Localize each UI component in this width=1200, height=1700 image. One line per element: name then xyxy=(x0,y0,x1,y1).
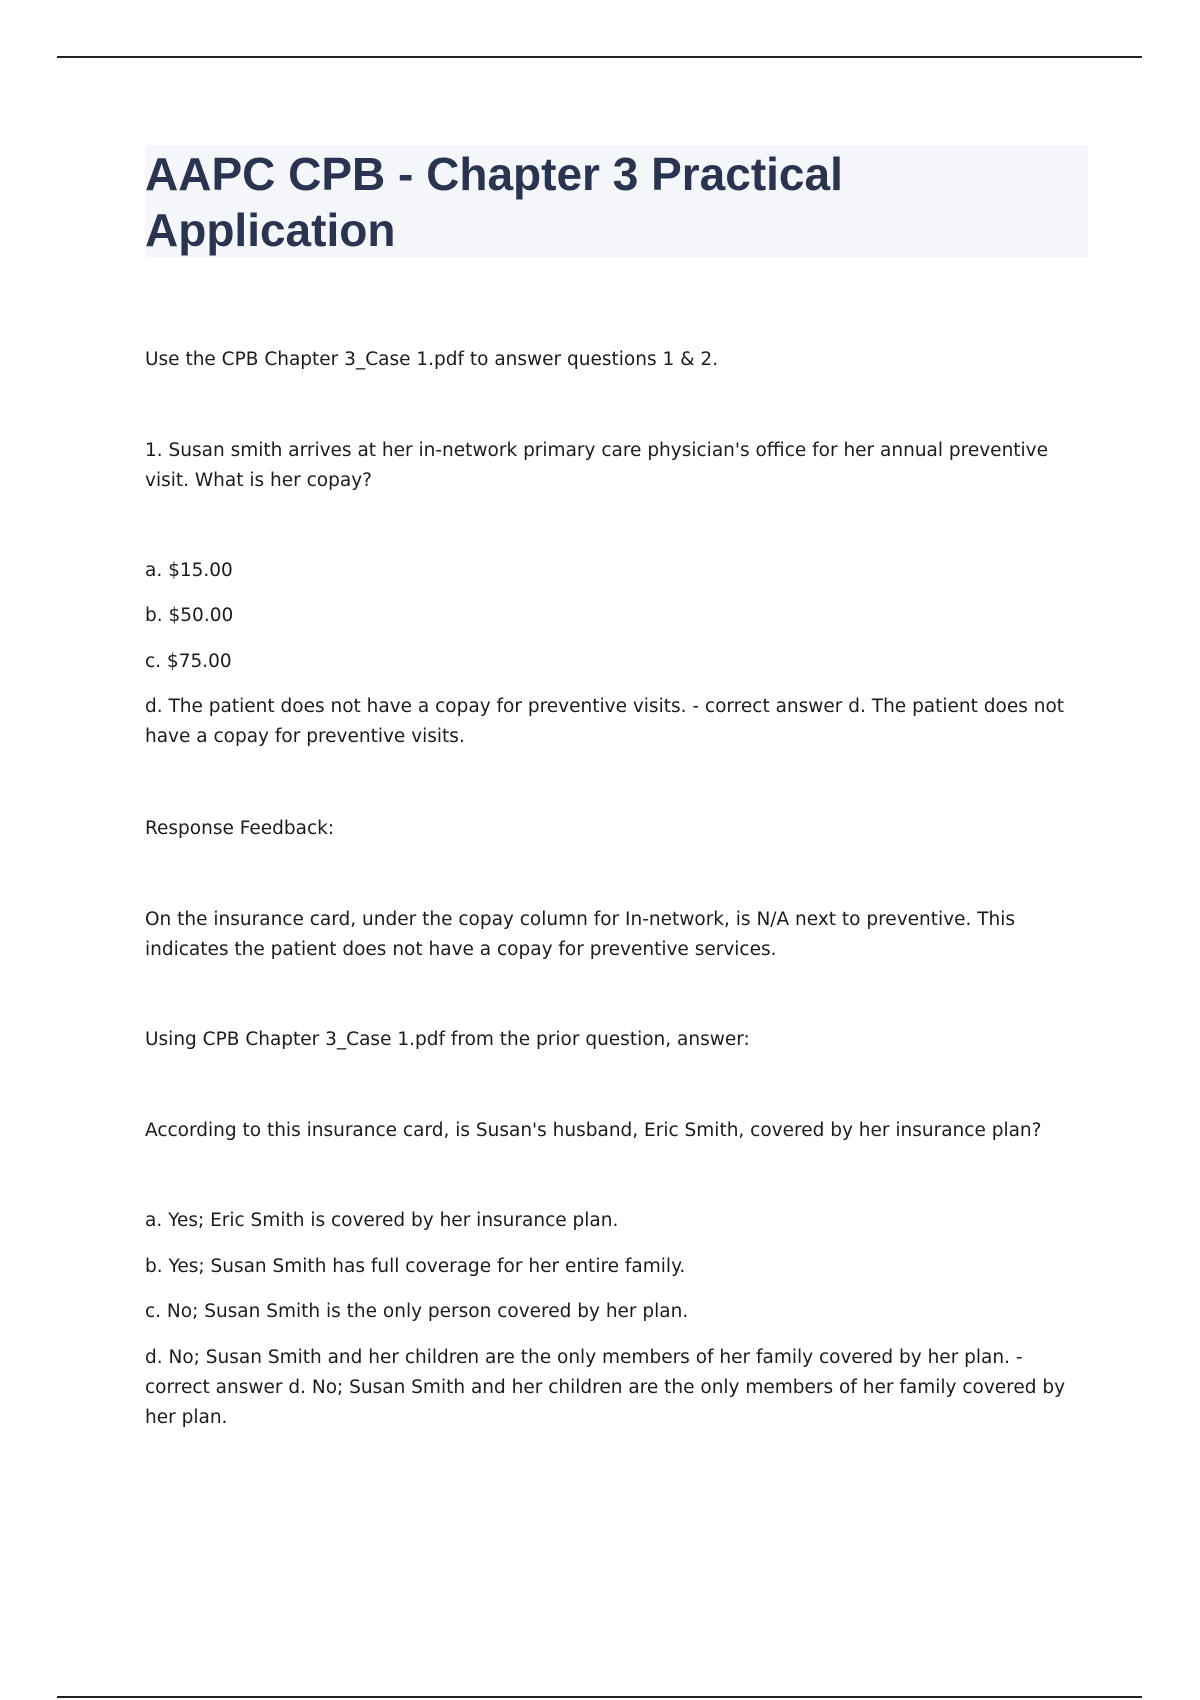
top-divider xyxy=(57,56,1142,58)
q2-option-b: b. Yes; Susan Smith has full coverage for her entire family. xyxy=(145,1256,686,1277)
q1-option-d: d. The patient does not have a copay for preventive visits. - correct answer d. The patient does not have a copay for preventive visits. xyxy=(145,696,1065,747)
question-2: According to this insurance card, is Susan's husband, Eric Smith, covered by her insurance plan? xyxy=(145,1120,1042,1141)
q2-option-c: c. No; Susan Smith is the only person covered by her plan. xyxy=(145,1301,689,1322)
bottom-divider xyxy=(57,1696,1142,1698)
feedback-text: On the insurance card, under the copay column for In-network, is N/A next to preventive. This indicates the patient does not have a copay for preventive services. xyxy=(145,909,1016,960)
page-title: AAPC CPB - Chapter 3 Practical Application xyxy=(145,148,843,256)
q1-option-a: a. $15.00 xyxy=(145,560,233,581)
q2-option-a: a. Yes; Eric Smith is covered by her insurance plan. xyxy=(145,1210,619,1231)
intro-text: Use the CPB Chapter 3_Case 1.pdf to answer questions 1 & 2. xyxy=(145,349,719,370)
question-1: 1. Susan smith arrives at her in-network primary care physician's office for her annual preventive visit. What is her copay? xyxy=(145,440,1049,491)
feedback-label: Response Feedback: xyxy=(145,818,335,839)
q1-option-c: c. $75.00 xyxy=(145,651,232,672)
question-2-intro: Using CPB Chapter 3_Case 1.pdf from the prior question, answer: xyxy=(145,1029,750,1050)
q1-option-b: b. $50.00 xyxy=(145,605,234,626)
q2-option-d: d. No; Susan Smith and her children are the only members of her family covered by her plan. - correct answer d. No; Susan Smith and her children are the only members of her family covered by her plan. xyxy=(145,1347,1066,1428)
